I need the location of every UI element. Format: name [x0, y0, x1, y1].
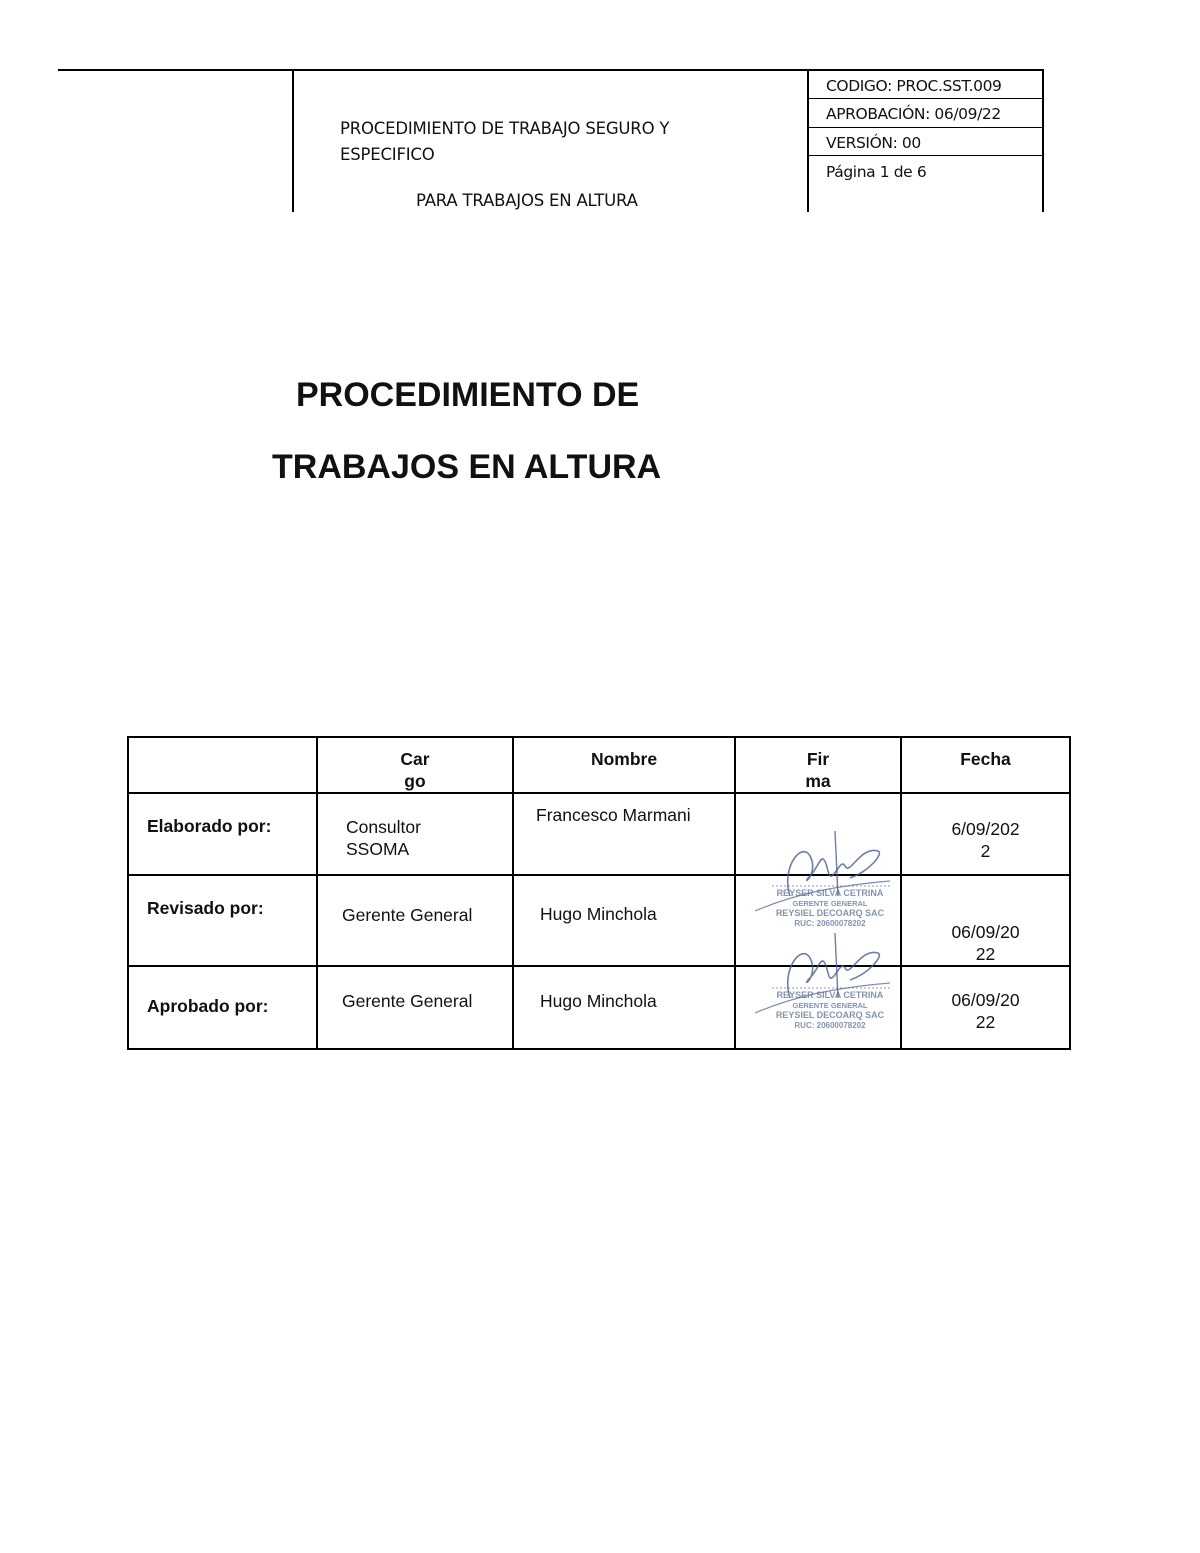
fecha-value: 06/09/20 22	[951, 922, 1020, 964]
nombre-cell	[513, 875, 735, 966]
stamp-role: GERENTE GENERAL	[792, 1001, 868, 1010]
fecha-cell	[901, 966, 1070, 1049]
cargo-cell	[317, 875, 513, 966]
table-row	[128, 875, 1070, 966]
header-label-fecha: Fecha	[960, 749, 1011, 769]
stamp-company: REYSIEL DECOARQ SAC	[775, 1010, 885, 1020]
header-divider	[1042, 69, 1044, 212]
stamp-name: REYSER SILVA CETRINA	[776, 990, 884, 1000]
header-cell-cargo	[317, 737, 513, 793]
header-cell-empty	[128, 737, 317, 793]
table-row	[128, 966, 1070, 1049]
document-version: VERSIÓN: 00	[826, 134, 921, 152]
header-subtitle: PARA TRABAJOS EN ALTURA	[416, 191, 638, 210]
nombre-cell	[513, 966, 735, 1049]
firma-cell	[735, 875, 901, 966]
table-row	[128, 793, 1070, 875]
stamp-ruc: RUC: 20600078202	[794, 919, 866, 928]
row-label-cell	[128, 793, 317, 875]
header-title: PROCEDIMIENTO DE TRABAJO SEGURO Y ESPECIFICO	[340, 119, 670, 164]
header-info-rule	[807, 127, 1044, 128]
nombre-value: Francesco Marmani	[536, 805, 691, 825]
cargo-value: Consultor SSOMA	[346, 817, 421, 859]
document-code: CODIGO: PROC.SST.009	[826, 77, 1002, 95]
row-label: Revisado por:	[147, 898, 264, 918]
row-label: Elaborado por:	[147, 816, 272, 836]
stamp-role: GERENTE GENERAL	[792, 899, 868, 908]
cargo-cell	[317, 793, 513, 875]
header-cell-fecha	[901, 737, 1070, 793]
fecha-value: 06/09/20 22	[951, 990, 1020, 1032]
header-divider	[807, 69, 809, 212]
header-divider	[292, 69, 294, 212]
header-cell-nombre	[513, 737, 735, 793]
header-label-cargo: Car go	[400, 749, 430, 791]
row-label: Aprobado por:	[147, 996, 269, 1016]
stamp-company: REYSIEL DECOARQ SAC	[775, 908, 885, 918]
row-label-cell	[128, 966, 317, 1049]
firma-cell	[735, 966, 901, 1049]
stamp-ruc: RUC: 20600078202	[794, 1021, 866, 1030]
stamp-name: REYSER SILVA CETRINA	[776, 888, 884, 898]
nombre-cell	[513, 793, 735, 875]
cargo-cell	[317, 966, 513, 1049]
header-label-firma: Fir ma	[805, 749, 831, 791]
header-label-nombre: Nombre	[590, 749, 658, 769]
fecha-value: 6/09/202 2	[951, 819, 1020, 861]
page-number: Página 1 de 6	[826, 163, 927, 181]
cargo-value: Gerente General	[342, 991, 473, 1011]
page-title-line-1: PROCEDIMIENTO DE	[296, 376, 640, 414]
fecha-cell	[901, 793, 1070, 875]
header-info-rule	[807, 98, 1044, 99]
fecha-cell	[901, 875, 1070, 966]
cargo-value: Gerente General	[342, 905, 473, 925]
approval-table	[127, 736, 1071, 1050]
approval-date: APROBACIÓN: 06/09/22	[826, 105, 1001, 123]
header-top-rule	[58, 69, 1044, 71]
firma-cell	[735, 793, 901, 875]
row-label-cell	[128, 875, 317, 966]
header-info-rule	[807, 155, 1044, 156]
page-title-line-2: TRABAJOS EN ALTURA	[272, 448, 662, 486]
table-header-row	[128, 737, 1070, 793]
header-cell-firma	[735, 737, 901, 793]
nombre-value: Hugo Minchola	[540, 991, 657, 1011]
nombre-value: Hugo Minchola	[540, 904, 657, 924]
